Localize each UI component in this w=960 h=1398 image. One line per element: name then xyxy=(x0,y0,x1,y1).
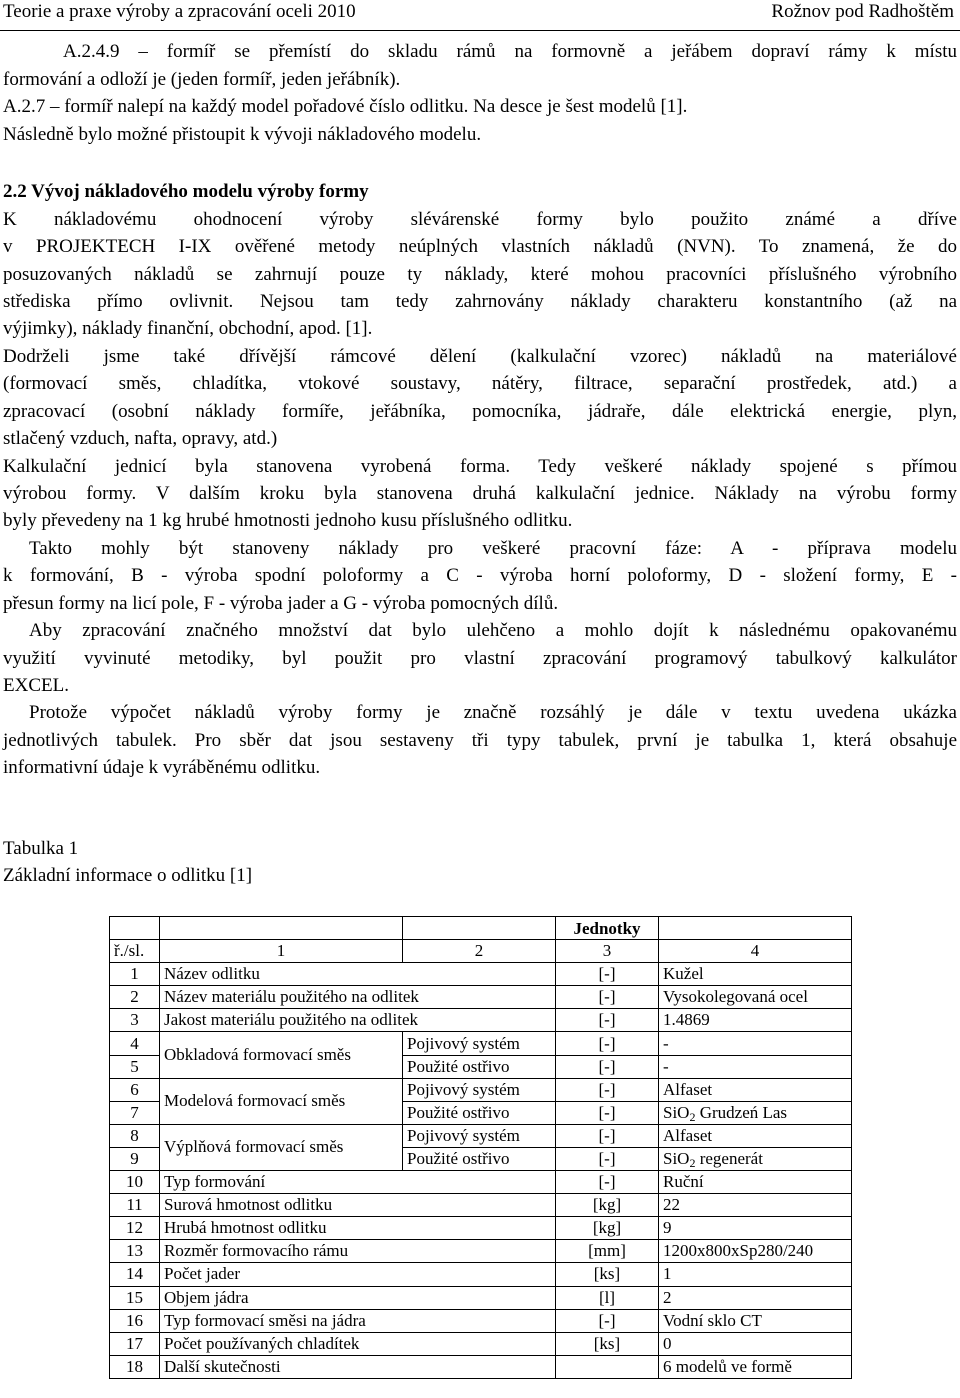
table-header-row xyxy=(110,940,852,963)
group-label: Výplňová formovací směs xyxy=(160,1124,403,1170)
table-row: 18 Další skutečnosti 6 modelů ve formě xyxy=(110,1355,852,1378)
col-header-3: 3 xyxy=(556,940,659,963)
list-item-2-line-1: A.2.7 – formíř nalepí na každý model pořadové číslo odlitku. Na desce je šest modelů [1]. xyxy=(3,96,688,117)
table-row: 8 Výplňová formovací směs Pojivový systém [-] Alfaset xyxy=(110,1124,852,1147)
p1-line-3: posuzovaných nákladů se zahrnují pouze ty náklady, které mohou pracovníci příslušného výrobního xyxy=(3,264,957,285)
p6-line-1: Protože výpočet nákladů výroby formy je značně rozsáhlý je dále v textu uvedena ukázka xyxy=(29,702,957,723)
p6-line-3: informativní údaje k vyráběnému odlitku. xyxy=(3,757,321,778)
table-row: 1 Název odlitku [-] Kužel xyxy=(110,963,852,986)
p3-line-3: byly převedeny na 1 kg hrubé hmotnosti jednoho kusu příslušného odlitku. xyxy=(3,510,573,531)
table-row: 5 Použité ostřivo [-] - xyxy=(110,1055,852,1078)
col-header-2: 2 xyxy=(403,940,556,963)
p1-line-2: v PROJEKTECH I-IX ověřené metody neúplných vlastních nákladů (NVN). To znamená, že do xyxy=(3,236,957,257)
table-row: 7 Použité ostřivo [-] SiO$_2$ Grudzeń Las xyxy=(110,1101,852,1124)
p2-line-2: (formovací směs, chladítka, vtokové soustavy, nátěry, filtrace, separační prostředek, atd.) a xyxy=(3,373,957,394)
p3-line-1: Kalkulační jednicí byla stanovena vyrobená forma. Tedy veškeré náklady spojené s přímou xyxy=(3,456,957,477)
table-row: 12 Hrubá hmotnost odlitku [kg] 9 xyxy=(110,1217,852,1240)
table-row: 15 Objem jádra [l] 2 xyxy=(110,1286,852,1309)
section-title: 2.2 Vývoj nákladového modelu výroby formy xyxy=(3,181,369,202)
table-row: 4 Obkladová formovací směs Pojivový systém [-] - xyxy=(110,1032,852,1055)
col-header-1: 1 xyxy=(160,940,403,963)
p5-line-3: EXCEL. xyxy=(3,675,69,696)
p4-line-3: přesun formy na licí pole, F - výroba jader a G - výroba pomocných dílů. xyxy=(3,593,559,614)
table-label: Tabulka 1 xyxy=(3,838,79,859)
list-item-2-line-2: Následně bylo možné přistoupit k vývoji nákladového modelu. xyxy=(3,124,482,145)
p2-line-3: zpracovací (osobní náklady formíře, jeřábníka, pomocníka, jádraře, dále elektrická energie, plyn, xyxy=(3,401,957,422)
table-row: 10 Typ formování [-] Ruční xyxy=(110,1171,852,1194)
p2-line-4: stlačený vzduch, nafta, opravy, atd.) xyxy=(3,428,278,449)
table-row: 13 Rozměr formovacího rámu [mm] 1200x800xSp280/240 xyxy=(110,1240,852,1263)
group-label: Modelová formovací směs xyxy=(160,1078,403,1124)
p1-line-5: výjimky), náklady finanční, obchodní, apod. [1]. xyxy=(3,318,373,339)
header-right: Rožnov pod Radhoštěm xyxy=(771,1,954,22)
list-item-1-line-2: formování a odloží je (jeden formíř, jeden jeřábník). xyxy=(3,69,401,90)
units-header: Jednotky xyxy=(556,917,659,940)
p1-line-4: střediska přímo ovlivnit. Nejsou tam tedy zahrnovány náklady charakteru konstantního (až na xyxy=(3,291,957,312)
table-row: 2 Název materiálu použitého na odlitek [-] Vysokolegovaná ocel xyxy=(110,986,852,1009)
col-header-0: ř./sl. xyxy=(110,940,160,963)
table-row: 11 Surová hmotnost odlitku [kg] 22 xyxy=(110,1194,852,1217)
group-label: Obkladová formovací směs xyxy=(160,1032,403,1078)
info-table xyxy=(109,916,852,1379)
p1-line-1: K nákladovému ohodnocení výroby slévárenské formy bylo použito známé a dříve xyxy=(3,209,957,230)
table-caption: Základní informace o odlitku [1] xyxy=(3,865,253,886)
header-rule xyxy=(0,30,960,31)
p3-line-2: výrobou formy. V dalším kroku byla stanovena druhá kalkulační jednice. Náklady na výrobu formy xyxy=(3,483,957,504)
header-left: Teorie a praxe výroby a zpracování oceli 2010 xyxy=(3,1,356,22)
col-header-4: 4 xyxy=(659,940,852,963)
p4-line-2: k formování, B - výroba spodní poloformy a C - výroba horní poloformy, D - složení formy, E - xyxy=(3,565,957,586)
p5-line-1: Aby zpracování značného množství dat bylo ulehčeno a mohlo dojít k následnému opakovanému xyxy=(29,620,957,641)
table-row: 9 Použité ostřivo [-] SiO$_2$ regenerát xyxy=(110,1147,852,1170)
table-row: 6 Modelová formovací směs Pojivový systém [-] Alfaset xyxy=(110,1078,852,1101)
table-row: 14 Počet jader [ks] 1 xyxy=(110,1263,852,1286)
p4-line-1: Takto mohly být stanoveny náklady pro veškeré pracovní fáze: A - příprava modelu xyxy=(29,538,957,559)
p5-line-2: využití vyvinuté metodiky, byl použit pro vlastní zpracování programový tabulkový kalkulátor xyxy=(3,648,957,669)
p6-line-2: jednotlivých tabulek. Pro sběr dat jsou sestaveny tři typy tabulek, první je tabulka 1, která obsahuje xyxy=(3,730,957,751)
table-row: 16 Typ formovací směsi na jádra [-] Vodní sklo CT xyxy=(110,1309,852,1332)
table-row: 3 Jakost materiálu použitého na odlitek [-] 1.4869 xyxy=(110,1009,852,1032)
p2-line-1: Dodrželi jsme také dřívější rámcové dělení (kalkulační vzorec) nákladů na materiálové xyxy=(3,346,957,367)
table-row: 17 Počet používaných chladítek [ks] 0 xyxy=(110,1332,852,1355)
list-item-1-line-1: A.2.4.9 – formíř se přemístí do skladu rámů na formovně a jeřábem dopraví rámy k místu xyxy=(63,41,957,62)
